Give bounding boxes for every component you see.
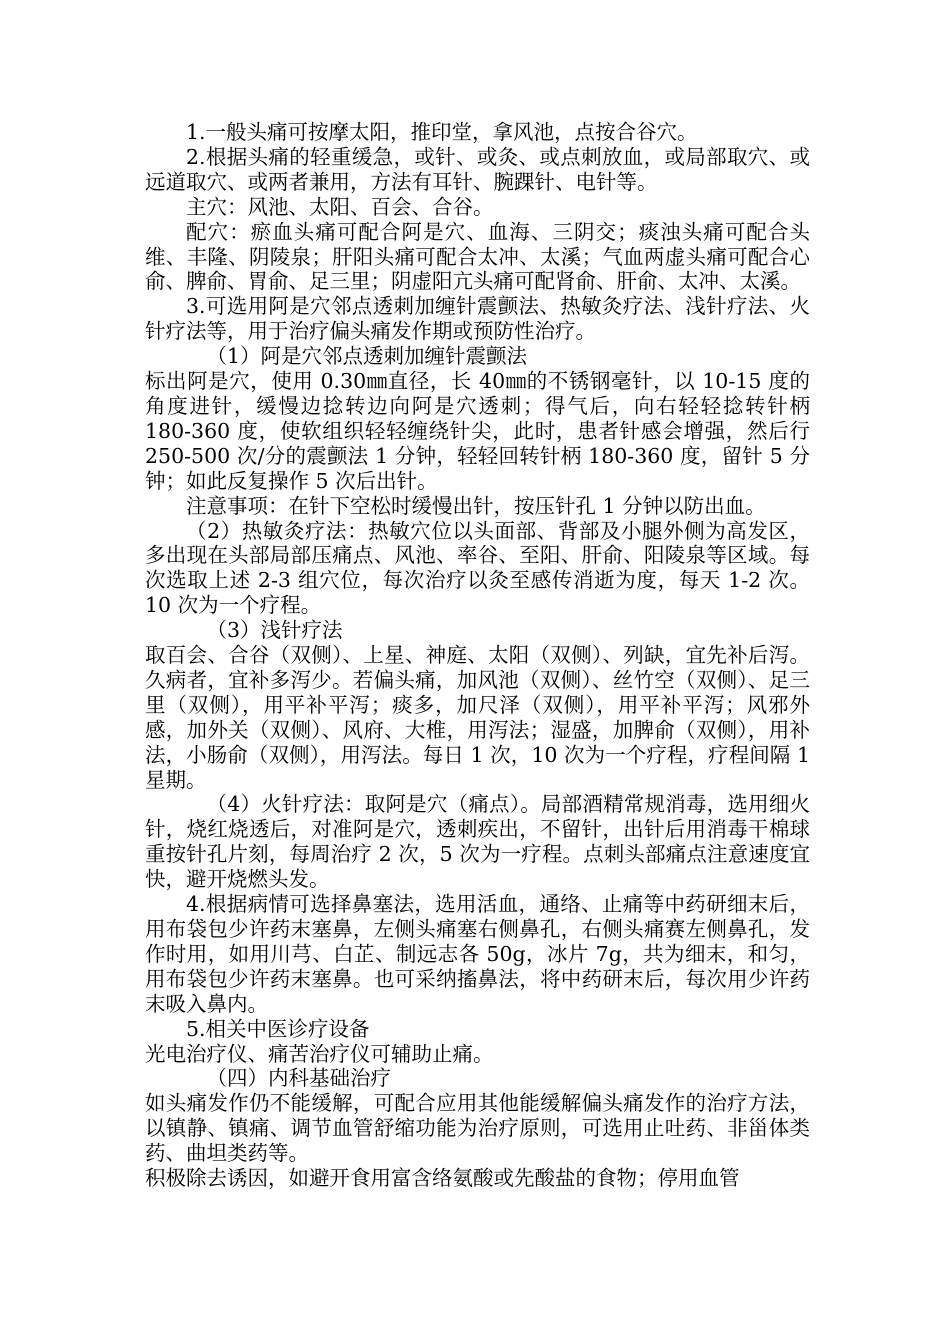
- document-body: [145, 120, 810, 1191]
- paragraph-method-4: （4）火针疗法：取阿是穴（痛点）。局部酒精常规消毒，选用细火针，烧红烧透后，对准阿是穴，透刺疾出，不留针，出针后用消毒干棉球重按针孔片刻，每周治疗 2 次，5 次为一疗程。点刺头部痛点注意速度宜快，避开烧燃头发。: [145, 792, 810, 892]
- paragraph-1: 1.一般头痛可按摩太阳，推印堂，拿风池，点按合谷穴。: [186, 120, 698, 144]
- paragraph-3: 3.可选用阿是穴邻点透刺加缠针震颤法、热敏灸疗法、浅针疗法、火针疗法等，用于治疗偏头痛发作期或预防性治疗。: [145, 294, 810, 344]
- section-heading-4: （四）内科基础治疗: [206, 1066, 391, 1091]
- paragraph-2: 2.根据头痛的轻重缓急，或针、或灸、或点刺放血，或局部取穴、或远道取穴、或两者兼用，方法有耳针、腕踝针、电针等。: [145, 144, 810, 194]
- subheading-1: （1）阿是穴邻点透刺加缠针震颤法: [206, 344, 528, 369]
- paragraph-main-points: 主穴：风池、太阳、百会、合谷。: [186, 194, 494, 219]
- paragraph-supporting-points: 配穴：瘀血头痛可配合阿是穴、血海、三阴交；痰浊头痛可配合头维、丰隆、阴陵泉；肝阳头痛可配合太冲、太溪；气血两虚头痛可配合心俞、脾俞、胃俞、足三里；阴虚阳亢头痛可配肾俞、肝俞、太冲、太溪。: [145, 219, 810, 294]
- paragraph-triggers: 积极除去诱因，如避开食用富含络氨酸或先酸盐的食物；停用血管: [145, 1166, 740, 1191]
- paragraph-notes: 注意事项：在针下空松时缓慢出针，按压针孔 1 分钟以防出血。: [186, 493, 766, 518]
- paragraph-devices: 光电治疗仪、痛苦治疗仪可辅助止痛。: [145, 1041, 494, 1066]
- paragraph-method-3: 取百会、合谷（双侧）、上星、神庭、太阳（双侧）、列缺，宜先补后泻。久病者，宜补多泻少。若偏头痛，加风池（双侧）、丝竹空（双侧）、足三里（双侧），用平补平泻；痰多，加尺泽（双侧），用平补平泻；风邪外感，加外关（双侧）、风府、大椎，用泻法；湿盛，加脾俞（双侧），用补法，小肠俞（双侧），用泻法。每日 1 次，10 次为一个疗程，疗程间隔 1 星期。: [145, 643, 810, 792]
- paragraph-5: 5.相关中医诊疗设备: [186, 1016, 370, 1041]
- paragraph-method-2: （2）热敏灸疗法：热敏穴位以头面部、背部及小腿外侧为高发区，多出现在头部局部压痛点、风池、率谷、至阳、肝俞、阳陵泉等区域。每次选取上述 2-3 组穴位，每次治疗以灸至感传消逝为度，每天 1-2 次。10 次为一个疗程。: [145, 518, 810, 618]
- subheading-3: （3）浅针疗法: [206, 618, 343, 643]
- paragraph-method-1: 标出阿是穴，使用 0.30㎜直径，长 40㎜的不锈钢毫针，以 10-15 度的角度进针，缓慢边捻转边向阿是穴透刺；得气后，向右轻轻捻转针柄 180-360 度，使软组织轻轻缠绕针尖，此时，患者针感会增强，然后行 250-500 次/分的震颤法 1 分钟，轻轻回转针柄 180-360 度，留针 5 分钟；如此反复操作 5 次后出针。: [145, 369, 810, 493]
- paragraph-internal-treatment: 如头痛发作仍不能缓解，可配合应用其他能缓解偏头痛发作的治疗方法，以镇静、镇痛、调节血管舒缩功能为治疗原则，可选用止吐药、非甾体类药、曲坦类药等。: [145, 1091, 810, 1166]
- paragraph-4: 4.根据病情可选择鼻塞法，选用活血，通络、止痛等中药研细末后，用布袋包少许药末塞鼻，左侧头痛塞右侧鼻孔，右侧头痛赛左侧鼻孔，发作时用，如用川芎、白芷、制远志各 50g，冰片 7g，共为细末，和匀，用布袋包少许药末塞鼻。也可采纳搐鼻法，将中药研末后，每次用少许药末吸入鼻内。: [145, 892, 810, 1016]
